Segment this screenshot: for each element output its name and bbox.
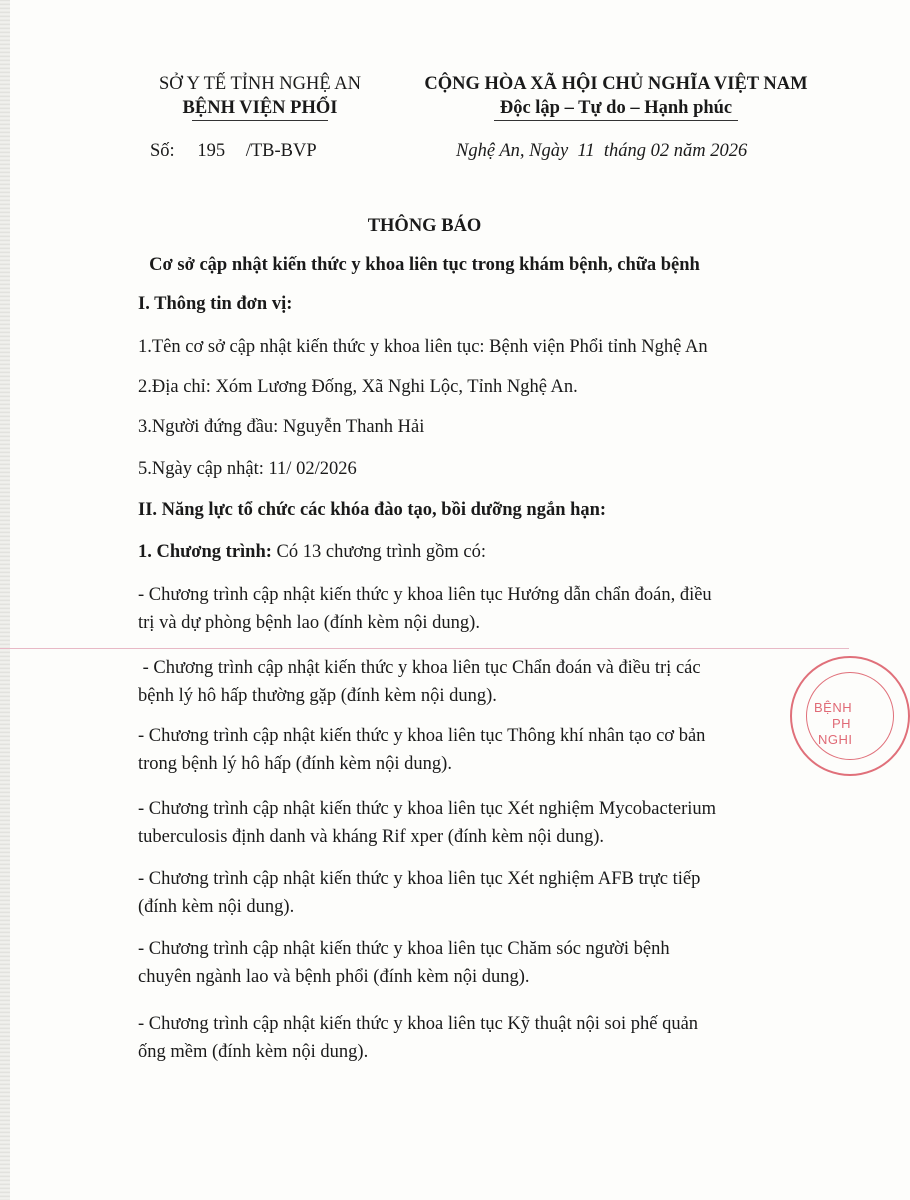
official-seal-stamp bbox=[790, 656, 910, 776]
program-item-cont: trị và dự phòng bệnh lao (đính kèm nội dung). bbox=[138, 613, 480, 633]
national-header bbox=[396, 72, 836, 121]
program-item: - Chương trình cập nhật kiến thức y khoa liên tục Chẩn đoán và điều trị các bbox=[138, 658, 701, 678]
program-item-cont: bệnh lý hô hấp thường gặp (đính kèm nội dung). bbox=[138, 686, 497, 706]
program-item: - Chương trình cập nhật kiến thức y khoa liên tục Chăm sóc người bệnh bbox=[138, 939, 670, 959]
program-item-cont: tuberculosis định danh và kháng Rif xper (đính kèm nội dung). bbox=[138, 827, 605, 847]
program-item-cont: ống mềm (đính kèm nội dung). bbox=[138, 1042, 369, 1062]
program-item-cont: chuyên ngành lao và bệnh phổi (đính kèm nội dung). bbox=[138, 967, 530, 987]
document-number bbox=[150, 141, 317, 162]
issuer-header bbox=[140, 72, 380, 121]
program-item-cont: trong bệnh lý hô hấp (đính kèm nội dung). bbox=[138, 754, 452, 774]
organization-name: BỆNH VIỆN PHỔI bbox=[182, 98, 338, 118]
program-label: 1. Chương trình: bbox=[138, 542, 272, 562]
document-number-label: Số: bbox=[150, 141, 175, 161]
motto-underline bbox=[494, 120, 738, 121]
unit-name-line: 1.Tên cơ sở cập nhật kiến thức y khoa liên tục: Bệnh viện Phổi tỉnh Nghệ An bbox=[138, 337, 708, 357]
document-title: THÔNG BÁO bbox=[367, 216, 482, 236]
parent-organization: SỞ Y TẾ TỈNH NGHỆ AN bbox=[159, 74, 361, 94]
seal-text-line: BỆNH bbox=[814, 700, 853, 715]
program-item-cont: (đính kèm nội dung). bbox=[138, 897, 295, 917]
document-date: Nghệ An, Ngày 11 tháng 02 năm 2026 bbox=[456, 141, 748, 161]
section-1-heading: I. Thông tin đơn vị: bbox=[138, 294, 293, 314]
section-2-heading: II. Năng lực tổ chức các khóa đào tạo, bồi dưỡng ngắn hạn: bbox=[138, 500, 607, 520]
program-item: - Chương trình cập nhật kiến thức y khoa liên tục Hướng dẫn chẩn đoán, điều bbox=[138, 585, 712, 605]
national-motto: Độc lập – Tự do – Hạnh phúc bbox=[499, 98, 733, 118]
document-subtitle: Cơ sở cập nhật kiến thức y khoa liên tục trong khám bệnh, chữa bệnh bbox=[149, 255, 700, 275]
seal-text-line: PH bbox=[832, 716, 852, 731]
update-date-line: 5.Ngày cập nhật: 11/ 02/2026 bbox=[138, 459, 357, 479]
program-intro bbox=[138, 538, 778, 566]
unit-address-line: 2.Địa chỉ: Xóm Lương Đống, Xã Nghi Lộc, Tỉnh Nghệ An. bbox=[138, 377, 578, 397]
program-item: - Chương trình cập nhật kiến thức y khoa liên tục Xét nghiệm AFB trực tiếp bbox=[138, 869, 701, 889]
unit-head-line: 3.Người đứng đầu: Nguyễn Thanh Hải bbox=[138, 417, 425, 437]
program-item: - Chương trình cập nhật kiến thức y khoa liên tục Thông khí nhân tạo cơ bản bbox=[138, 726, 706, 746]
document-number-value: 195 bbox=[197, 141, 226, 161]
program-item: - Chương trình cập nhật kiến thức y khoa liên tục Xét nghiệm Mycobacterium bbox=[138, 799, 717, 819]
scan-edge bbox=[0, 0, 10, 1200]
program-item: - Chương trình cập nhật kiến thức y khoa liên tục Kỹ thuật nội soi phế quản bbox=[138, 1014, 699, 1034]
fold-line bbox=[0, 648, 849, 649]
seal-text-line: NGHI bbox=[818, 732, 853, 747]
document-number-suffix: /TB-BVP bbox=[245, 141, 317, 161]
nation-name: CỘNG HÒA XÃ HỘI CHỦ NGHĨA VIỆT NAM bbox=[424, 74, 808, 94]
organization-underline bbox=[192, 120, 328, 121]
program-count-text: Có 13 chương trình gồm có: bbox=[271, 542, 486, 562]
